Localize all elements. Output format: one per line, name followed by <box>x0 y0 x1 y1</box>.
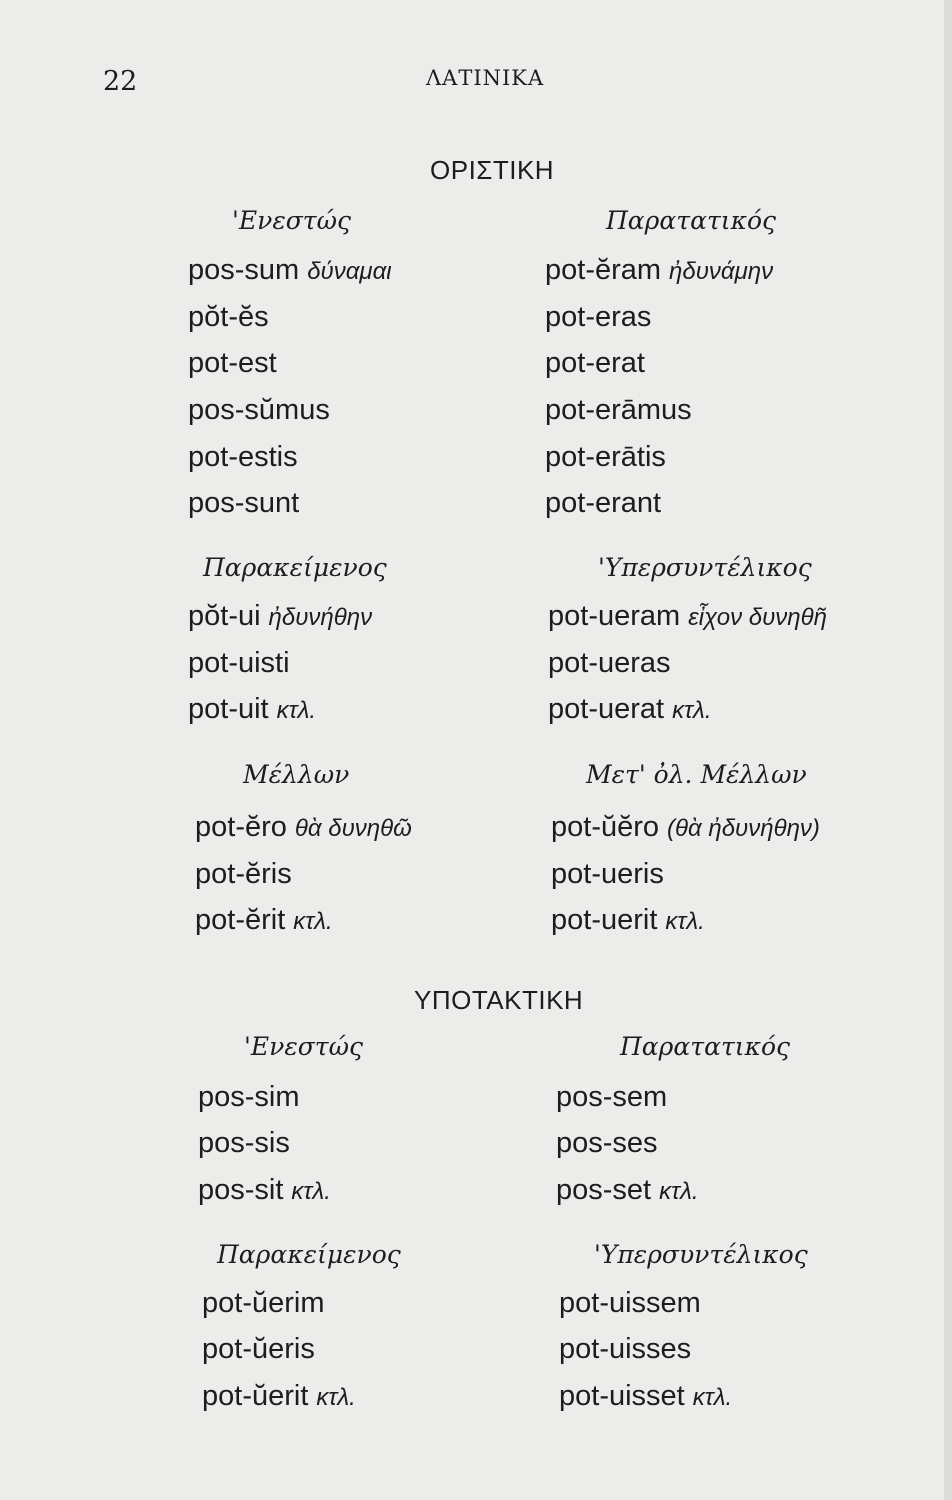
conjugation-line: pot-erāmus <box>545 394 692 426</box>
conjugation-line: pos-sem <box>556 1081 668 1113</box>
subjunctive-pluperfect-heading: 'Υπερσυντέλικος <box>594 1240 808 1269</box>
running-head: ΛΑΤΙΝΙΚΑ <box>426 66 545 90</box>
page-number: 22 <box>103 66 138 97</box>
conjugation-line: pot-ŭerim <box>202 1287 325 1319</box>
indicative-title: ΟΡΙΣΤΙΚΗ <box>430 155 555 185</box>
conjugation-line: pos-ses <box>556 1127 658 1159</box>
conjugation-line: pos-sim <box>198 1081 300 1113</box>
subjunctive-perfect-heading: Παρακείμενος <box>217 1240 401 1269</box>
conjugation-line: pos-set κτλ. <box>556 1174 699 1206</box>
conjugation-line: pos-sum δύναμαι <box>188 254 392 286</box>
indicative-perfect-heading: Παρακείμενος <box>203 553 387 582</box>
conjugation-line: pot-ueram εἶχον δυνηθῆ <box>548 600 827 632</box>
page-edge <box>944 0 952 1500</box>
conjugation-line: pot-estis <box>188 441 298 473</box>
conjugation-line: pot-uerit κτλ. <box>551 904 705 936</box>
conjugation-line: pot-ueris <box>551 858 664 890</box>
conjugation-line: pot-erātis <box>545 441 666 473</box>
conjugation-line: pos-sŭmus <box>188 394 330 426</box>
indicative-future-perfect-heading: Μετ' ὀλ. Μέλλων <box>586 760 807 789</box>
indicative-imperfect-heading: Παρατατικός <box>606 206 777 235</box>
conjugation-line: pot-uissem <box>559 1287 701 1319</box>
conjugation-line: pot-ĕrit κτλ. <box>195 904 333 936</box>
conjugation-line: pot-uerat κτλ. <box>548 693 712 725</box>
subjunctive-title: ΥΠΟΤΑΚΤΙΚΗ <box>414 985 584 1015</box>
conjugation-line: pot-erat <box>545 347 645 379</box>
conjugation-line: pot-ŭerit κτλ. <box>202 1380 356 1412</box>
indicative-future-heading: Μέλλων <box>243 760 350 789</box>
subjunctive-present-heading: 'Ενεστώς <box>244 1032 364 1061</box>
conjugation-line: pot-uit κτλ. <box>188 693 317 725</box>
conjugation-line: pot-eras <box>545 301 652 333</box>
conjugation-line: pot-uisti <box>188 647 290 679</box>
conjugation-line: pot-erant <box>545 487 662 519</box>
conjugation-line: pot-ĕram ἠδυνάμην <box>545 254 774 286</box>
indicative-pluperfect-heading: 'Υπερσυντέλικος <box>598 553 812 582</box>
conjugation-line: pot-ŭeris <box>202 1333 315 1365</box>
subjunctive-imperfect-heading: Παρατατικός <box>620 1032 791 1061</box>
conjugation-line: pŏt-ĕs <box>188 301 269 333</box>
conjugation-line: pot-ueras <box>548 647 671 679</box>
indicative-present-heading: 'Ενεστώς <box>232 206 352 235</box>
conjugation-line: pot-uisses <box>559 1333 692 1365</box>
conjugation-line: pot-ŭĕro (θὰ ἠδυνήθην) <box>551 811 820 843</box>
conjugation-line: pos-sit κτλ. <box>198 1174 331 1206</box>
conjugation-line: pos-sis <box>198 1127 290 1159</box>
conjugation-line: pŏt-ui ἠδυνήθην <box>188 600 373 632</box>
conjugation-line: pot-uisset κτλ. <box>559 1380 733 1412</box>
conjugation-line: pot-ĕris <box>195 858 292 890</box>
conjugation-line: pot-ĕro θὰ δυνηθῶ <box>195 811 412 843</box>
conjugation-line: pos-sunt <box>188 487 300 519</box>
conjugation-line: pot-est <box>188 347 277 379</box>
